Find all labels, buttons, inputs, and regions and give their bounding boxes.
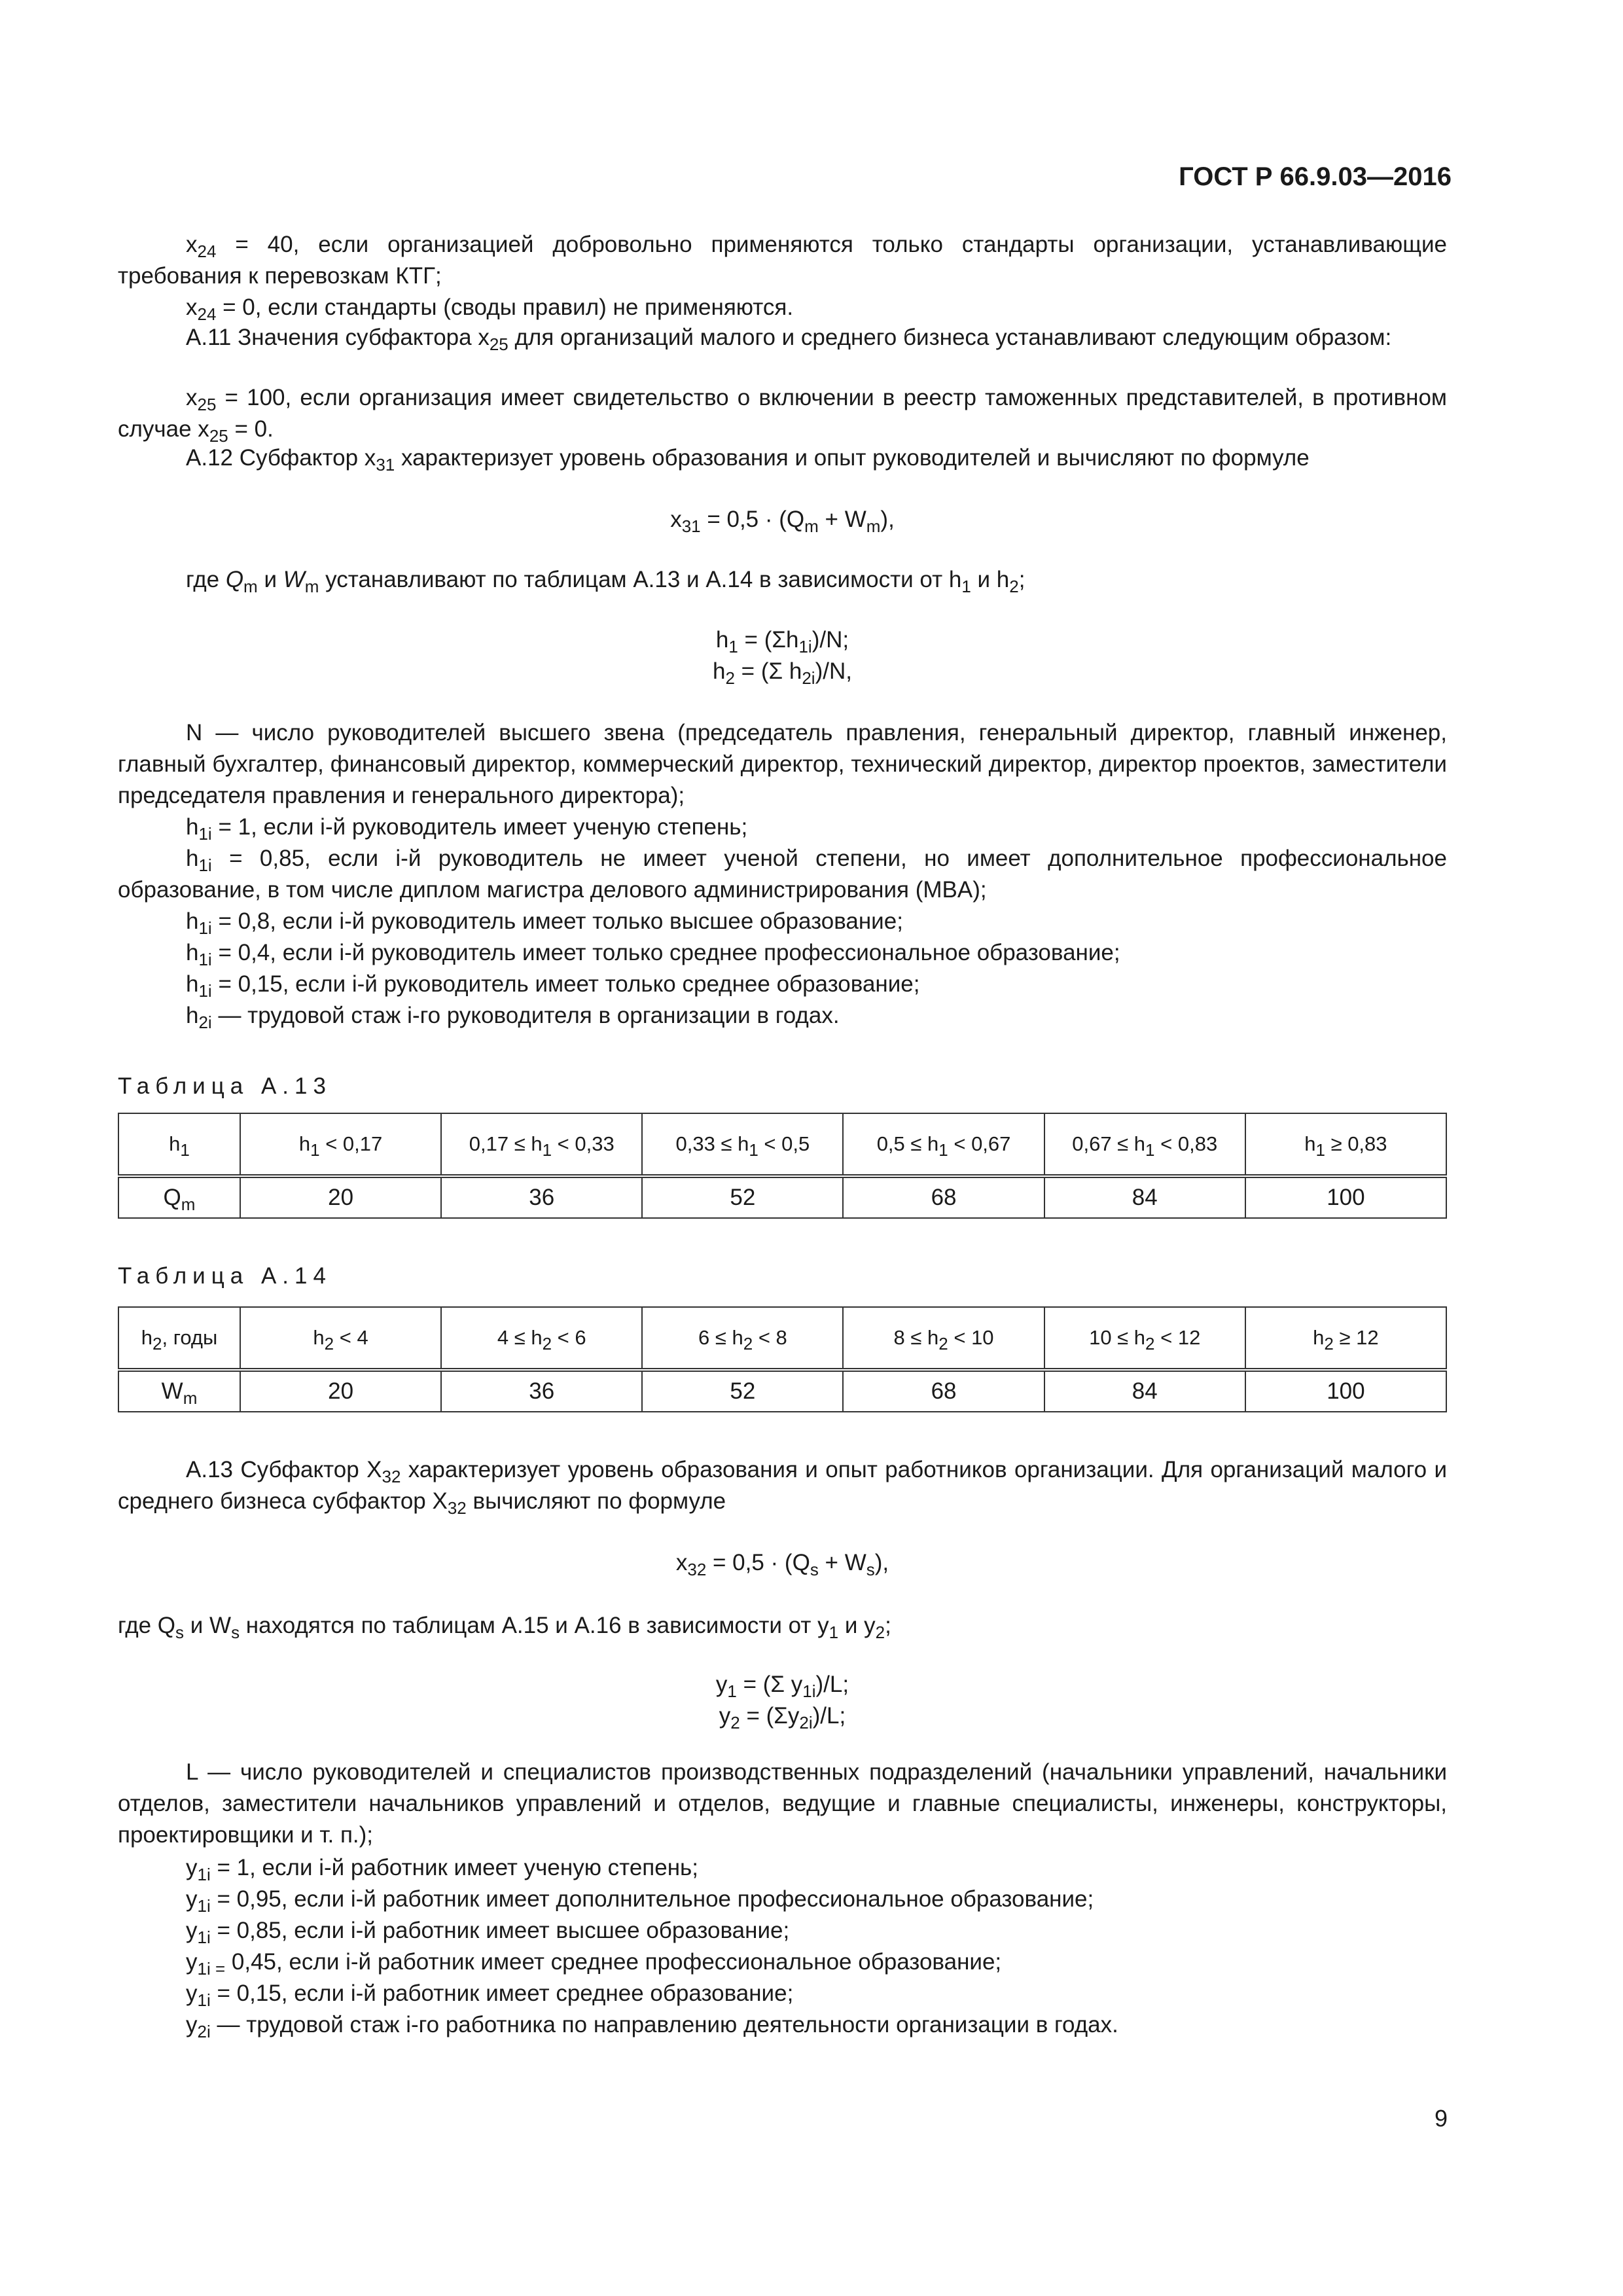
table-header-cell: $0,17 \le h_1 < 0,33$ [441,1113,642,1176]
table-cell: 68 [843,1176,1044,1218]
table-cell: 100 [1245,1176,1446,1218]
table-cell: 68 [843,1370,1044,1412]
document-header: ГОСТ Р 66.9.03—2016 [1179,162,1452,191]
table-header-cell: $h_1$ [118,1113,240,1176]
table-cell: 36 [441,1370,642,1412]
table-header-cell: $10 \le h_2 < 12$ [1044,1307,1245,1370]
table-header-cell: $h_2$, годы [118,1307,240,1370]
paragraph-n-definition: N — число руководителей высшего звена (председатель правления, генеральный директор, главный инженер, главный бухгалтер, финансовый директор, коммерческий директор, технический директор, директор проектов, заместители председателя правления и генерального директора); [118,720,1447,808]
table-row-label: $Q_m$ [118,1176,240,1218]
paragraph-a11: А.11 Значения субфактора $x_{25}$ для организаций малого и среднего бизнеса устанавливают следующим образом: [186,325,1392,354]
formula-x32: $x_{32} = 0,5 \cdot (Q_s + W_s)$, [675,1550,889,1579]
table-header-cell: $h_1 \ge 0,83$ [1245,1113,1446,1176]
paragraph-x24-40: $x_{24} = 40$, если организацией добровольно применяются только стандарты организации, устанавливающие требования к перевозкам КТГ; [118,232,1447,289]
table-a14-caption: Таблица А.14 [118,1263,332,1289]
table-cell: 84 [1044,1370,1245,1412]
table-header-cell: $0,33 \le h_1 < 0,5$ [642,1113,843,1176]
paragraph-x24-0: $x_{24} = 0$, если стандарты (своды правил) не применяются. [186,295,794,324]
table-header-cell: $0,5 \le h_1 < 0,67$ [843,1113,1044,1176]
table-cell: 100 [1245,1370,1446,1412]
paragraph-qs-ws: где $Q_s$ и $W_s$ находятся по таблицам А.15 и А.16 в зависимости от $y_1$ и $y_2$; [118,1613,891,1642]
list-item: $h_{2i}$ — трудовой стаж i-го руководителя в организации в годах. [186,1003,840,1032]
table-a14 [118,1306,1447,1412]
paragraph-l-definition: L — число руководителей и специалистов производственных подразделений (начальники управлений, начальники отделов, заместители начальников управлений и отделов, ведущие и главные специалисты, инженеры, конструкторы, проектировщики и т. п.); [118,1759,1447,1848]
table-cell: 52 [642,1370,843,1412]
list-item: $h_{1i} = 0,8$, если i-й руководитель имеет только высшее образование; [186,908,903,938]
list-item: $y_{1i} = 0,95$, если i-й работник имеет дополнительное профессиональное образование; [186,1886,1094,1916]
list-item: $y_{1i} = 1$, если i-й работник имеет ученую степень; [186,1855,698,1884]
list-item: $y_{1i} = 0,15$, если i-й работник имеет среднее образование; [186,1981,794,2010]
list-item: $h_{1i} = 0,15$, если i-й руководитель имеет только среднее образование; [186,971,920,1001]
paragraph-a13: А.13 Субфактор $X_{32}$ характеризует уровень образования и опыт работников организации. Для организаций малого и среднего бизнеса субфактор $X_{32}$ вычисляют по формуле [118,1457,1447,1518]
y-definitions-list [186,1852,1447,2041]
table-row-label: $W_m$ [118,1370,240,1412]
formula-y1: $y_1 = (\Sigma$ $y_{1i})/L$; [715,1672,849,1701]
page-number: 9 [1434,2105,1448,2132]
table-cell: 84 [1044,1176,1245,1218]
table-cell: 52 [642,1176,843,1218]
paragraph-a12: А.12 Субфактор $x_{31}$ характеризует уровень образования и опыт руководителей и вычисляют по формуле [186,445,1310,475]
list-item: $h_{1i} = 1$, если i-й руководитель имеет ученую степень; [186,814,748,844]
list-item: $y_{1i =}$ 0,45, если i-й работник имеет среднее профессиональное образование; [186,1949,1002,1979]
formula-h2: $h_2 = (\Sigma$ $h_{2i})/N$, [713,658,852,688]
list-item: $h_{1i} = 0,4$, если i-й руководитель имеет только среднее профессиональное образование; [186,940,1120,969]
table-a13-caption: Таблица А.13 [118,1073,332,1099]
table-header-cell: $0,67 \le h_1 < 0,83$ [1044,1113,1245,1176]
table-cell: 36 [441,1176,642,1218]
list-item: $y_{2i}$ — трудовой стаж i-го работника по направлению деятельности организации в годах. [186,2012,1118,2041]
paragraph-x25: $x_{25} = 100$, если организация имеет свидетельство о включении в реестр таможенных представителей, в противном случае $x_{25} = 0$. [118,385,1447,446]
formula-y2: $y_2 = (\Sigma y_{2i})/L$; [719,1703,846,1732]
table-header-cell: $h_2 \ge 12$ [1245,1307,1446,1370]
paragraph-qm-wm: где $Q_m$ и $W_m$ устанавливают по таблицам А.13 и А.14 в зависимости от $h_1$ и $h_2$; [186,567,1026,596]
table-header-cell: $h_2 < 4$ [240,1307,441,1370]
list-item: $h_{1i} = 0,85$, если i-й руководитель не имеет ученой степени, но имеет дополнительное профессиональное образование, в том числе диплом магистра делового администрирования (MBA); [118,846,1447,903]
h-definitions-list [118,812,1447,1032]
table-a13 [118,1113,1447,1219]
table-cell: 20 [240,1176,441,1218]
table-cell: 20 [240,1370,441,1412]
list-item: $y_{1i} = 0,85$, если i-й работник имеет высшее образование; [186,1918,790,1947]
table-header-cell: $h_1 < 0,17$ [240,1113,441,1176]
formula-x31: $x_{31} = 0,5 \cdot (Q_m + W_m)$, [670,507,895,536]
table-header-cell: $4 \le h_2 < 6$ [441,1307,642,1370]
table-header-cell: $6 \le h_2 < 8$ [642,1307,843,1370]
table-header-cell: $8 \le h_2 < 10$ [843,1307,1044,1370]
formula-h1: $h_1 = (\Sigma h_{1i})/N$; [715,627,849,656]
